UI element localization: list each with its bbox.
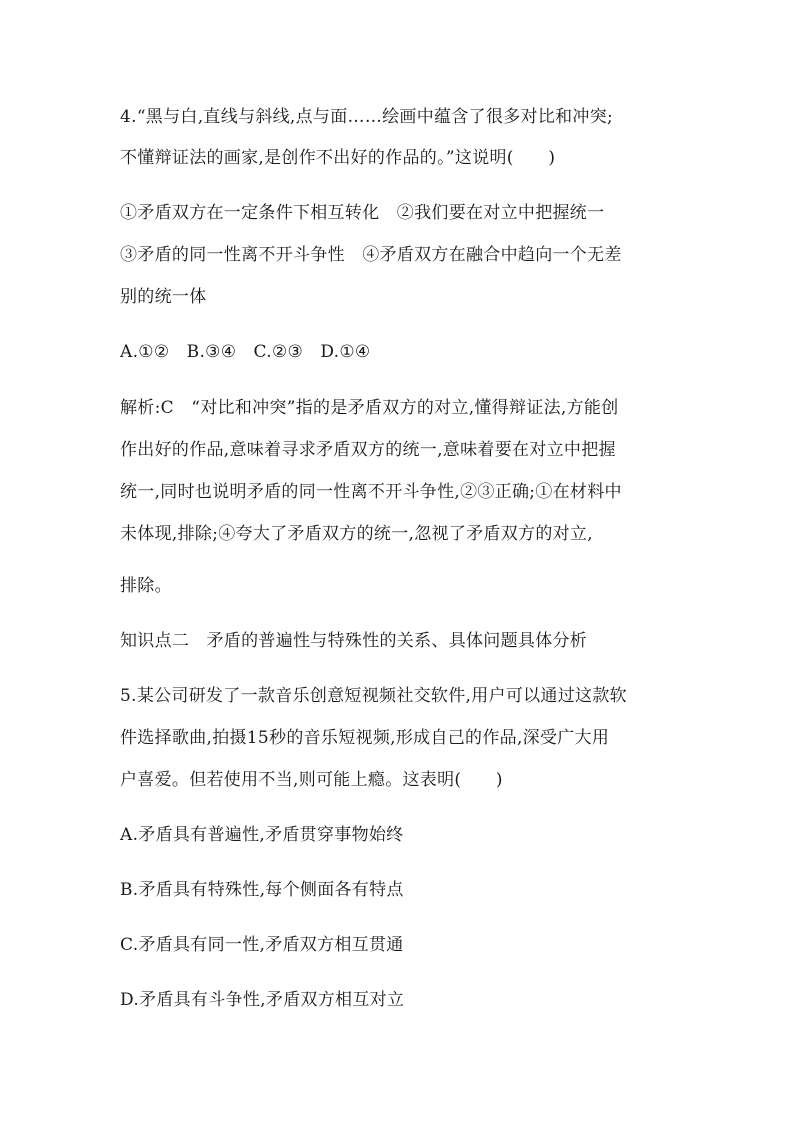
analysis-4-line-4: 未体现,排除;④夸大了矛盾双方的统一,忽视了矛盾双方的对立, bbox=[120, 524, 593, 544]
question-5-stem-line-2: 件选择歌曲,拍摄15秒的音乐短视频,形成自己的作品,深受广大用 bbox=[120, 728, 610, 748]
question-4-statement-line-1: ①矛盾双方在一定条件下相互转化 ②我们要在对立中把握统一 bbox=[120, 203, 605, 223]
question-4-statement-line-2: ③矛盾的同一性离不开斗争性 ④矛盾双方在融合中趋向一个无差 bbox=[120, 245, 622, 265]
question-5-option-b: B.矛盾具有特殊性,每个侧面各有特点 bbox=[120, 880, 404, 900]
question-5-stem-line-1: 5.某公司研发了一款音乐创意短视频社交软件,用户可以通过这款软 bbox=[120, 686, 627, 706]
question-4-options: A.①② B.③④ C.②③ D.①④ bbox=[120, 342, 371, 362]
question-5-option-a: A.矛盾具有普遍性,矛盾贯穿事物始终 bbox=[120, 825, 404, 845]
section-heading: 知识点二 矛盾的普遍性与特殊性的关系、具体问题具体分析 bbox=[120, 631, 588, 651]
question-5-option-d: D.矛盾具有斗争性,矛盾双方相互对立 bbox=[120, 990, 405, 1010]
analysis-4-line-1: 解析:C “对比和冲突”指的是矛盾双方的对立,懂得辩证法,方能创 bbox=[120, 398, 619, 418]
question-4-stem-line-2: 不懂辩证法的画家,是创作不出好的作品的。”这说明( ) bbox=[120, 148, 556, 168]
question-5-option-c: C.矛盾具有同一性,矛盾双方相互贯通 bbox=[120, 935, 404, 955]
analysis-4-line-2: 作出好的作品,意味着寻求矛盾双方的统一,意味着要在对立中把握 bbox=[120, 440, 616, 460]
analysis-4-line-3: 统一,同时也说明矛盾的同一性离不开斗争性,②③正确;①在材料中 bbox=[120, 482, 622, 502]
question-4-stem-line-1: 4.“黑与白,直线与斜线,点与面……绘画中蕴含了很多对比和冲突; bbox=[120, 107, 614, 127]
analysis-4-line-5: 排除。 bbox=[120, 576, 172, 596]
question-5-stem-line-3: 户喜爱。但若使用不当,则可能上瘾。这表明( ) bbox=[120, 770, 503, 790]
question-4-statement-line-3: 别的统一体 bbox=[120, 287, 207, 307]
